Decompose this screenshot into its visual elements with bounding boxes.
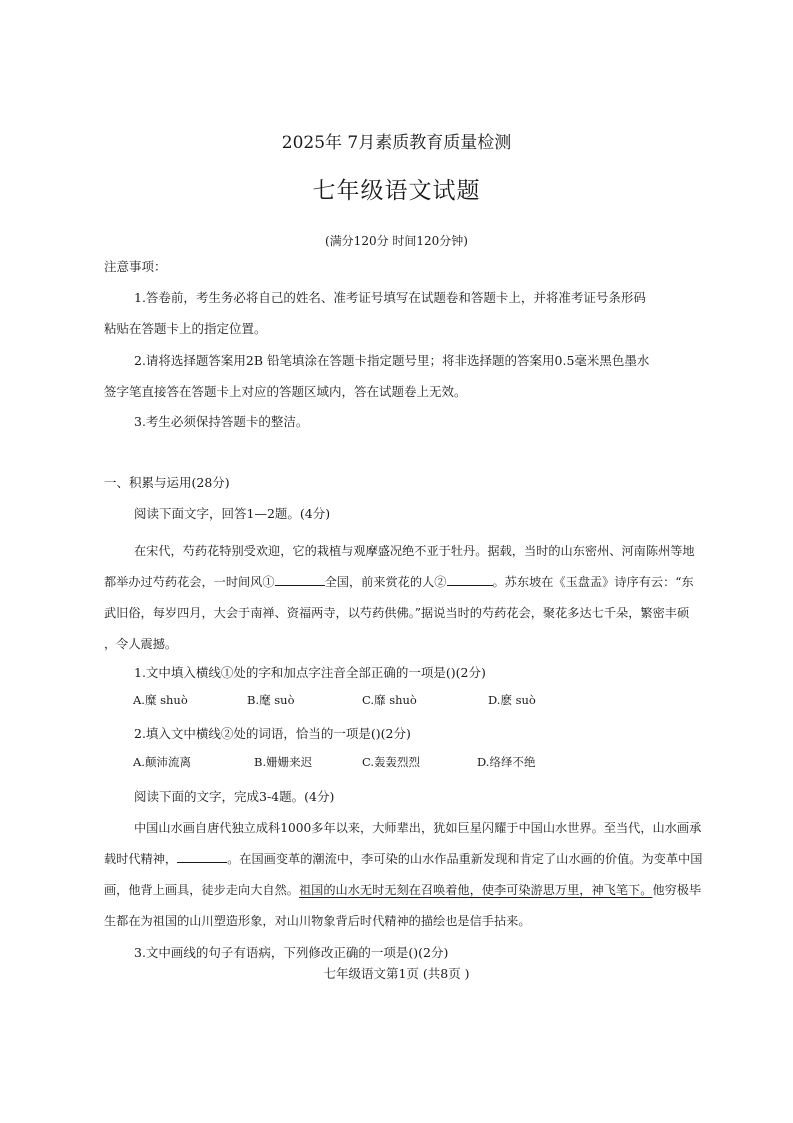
notice-heading: 注意事项： bbox=[104, 259, 167, 274]
q2-option-d: D.络绎不绝 bbox=[477, 755, 536, 769]
underlined-sentence: 祖国的山水无时无刻在召唤着他，使李可染游思万里，神飞笔下。 bbox=[299, 883, 653, 897]
q2-option-c: C.轰轰烈烈 bbox=[362, 755, 421, 769]
passage-1-line-2-b: 全国，前来赏花的人② bbox=[324, 575, 447, 589]
notice-item-2 bbox=[104, 345, 689, 407]
passage-2-line-3-a: 画，他背上画具，徒步走向大自然。 bbox=[104, 883, 299, 897]
notice-item-2-line-2: 签字笔直接答在答题卡上对应的答题区域内，答在试题卷上无效。 bbox=[104, 384, 467, 399]
q2-option-b: B.姗姗来迟 bbox=[254, 755, 313, 769]
notice-item-3: 3.考生必须保持答题卡的整洁。 bbox=[134, 414, 309, 429]
passage-2-line-3 bbox=[104, 875, 702, 906]
passage-2-line-3-c: 他穷极毕 bbox=[652, 883, 702, 897]
exam-name: 2025年 7月素质教育质量检测 bbox=[281, 133, 512, 153]
passage-1-line-2-a: 都举办过芍药花会，一时间风① bbox=[104, 575, 275, 589]
passage-2 bbox=[104, 813, 703, 937]
reading-2-intro: 阅读下面的文字，完成3-4题。(4分) bbox=[134, 789, 335, 804]
passage-1-line-3: 武旧俗，每岁四月，大会于南禅、资福两寺，以芍药供佛。”据说当时的芍药花会，聚花多达七千朵，繁密丰硕 bbox=[104, 606, 690, 620]
q1-option-b: B.麾 suò bbox=[247, 693, 295, 707]
page-footer: 七年级语文第1页 (共8页 ) bbox=[323, 966, 470, 981]
q2-option-a: A.颠沛流离 bbox=[133, 755, 191, 769]
passage-2-line-4: 生都在为祖国的山川塑造形象，对山川物象背后时代精神的描绘也是信手拈来。 bbox=[104, 914, 531, 928]
notice-item-1 bbox=[104, 282, 689, 344]
passage-2-line-2 bbox=[104, 844, 703, 875]
notice-item-1-line-1: 1.答卷前，考生务必将自己的姓名、准考证号填写在试题卷和答题卡上，并将准考证号条形码 bbox=[134, 290, 646, 305]
notice-item-2-line-1: 2.请将选择题答案用2B 铅笔填涂在答题卡指定题号里；将非选择题的答案用0.5毫米黑色墨水 bbox=[134, 353, 650, 368]
passage-1-line-1: 在宋代，芍药花特别受欢迎，它的栽植与观摩盛况绝不亚于牡丹。据载，当时的山东密州、河南陈州等地 bbox=[134, 544, 695, 558]
passage-1-line-2-c: 。苏东坡在《玉盘盂》诗序有云：“东 bbox=[492, 575, 694, 589]
q1-option-d: D.麽 suò bbox=[488, 693, 536, 707]
section-1-heading: 一、积累与运用(28分) bbox=[104, 475, 230, 490]
passage-1 bbox=[104, 536, 695, 660]
q1-option-c: C.靡 shuò bbox=[362, 693, 417, 707]
passage-2-line-1: 中国山水画自唐代独立成科1000多年以来，大师辈出，犹如巨星闪耀于中国山水世界。至当代，山水画承 bbox=[134, 821, 702, 835]
page-title: 七年级语文试题 bbox=[312, 178, 481, 204]
blank-2 bbox=[447, 573, 493, 586]
question-3: 3.文中画线的句子有语病，下列修改正确的一项是()(2分) bbox=[134, 945, 449, 960]
passage-2-line-2-b: 。在国画变革的潮流中，李可染的山水作品重新发现和肯定了山水画的价值。为变革中国 bbox=[227, 852, 703, 866]
q1-option-a: A.糜 shuò bbox=[133, 693, 188, 707]
score-time: (满分120分 时间120分钟) bbox=[325, 234, 468, 248]
question-2: 2.填入文中横线②处的词语，恰当的一项是()(2分) bbox=[134, 726, 411, 741]
passage-1-line-2 bbox=[104, 567, 694, 598]
question-1: 1.文中填入横线①处的字和加点字注音全部正确的一项是()(2分) bbox=[134, 665, 486, 680]
passage-2-line-2-a: 载时代精神， bbox=[104, 852, 178, 866]
notice-item-1-line-2: 粘贴在答题卡上的指定位置。 bbox=[104, 321, 267, 336]
reading-1-intro: 阅读下面文字，回答1—2题。(4分) bbox=[134, 506, 331, 521]
passage-1-line-4: ，令人震撼。 bbox=[104, 637, 178, 651]
blank-1 bbox=[275, 573, 325, 586]
blank-3 bbox=[177, 850, 227, 863]
